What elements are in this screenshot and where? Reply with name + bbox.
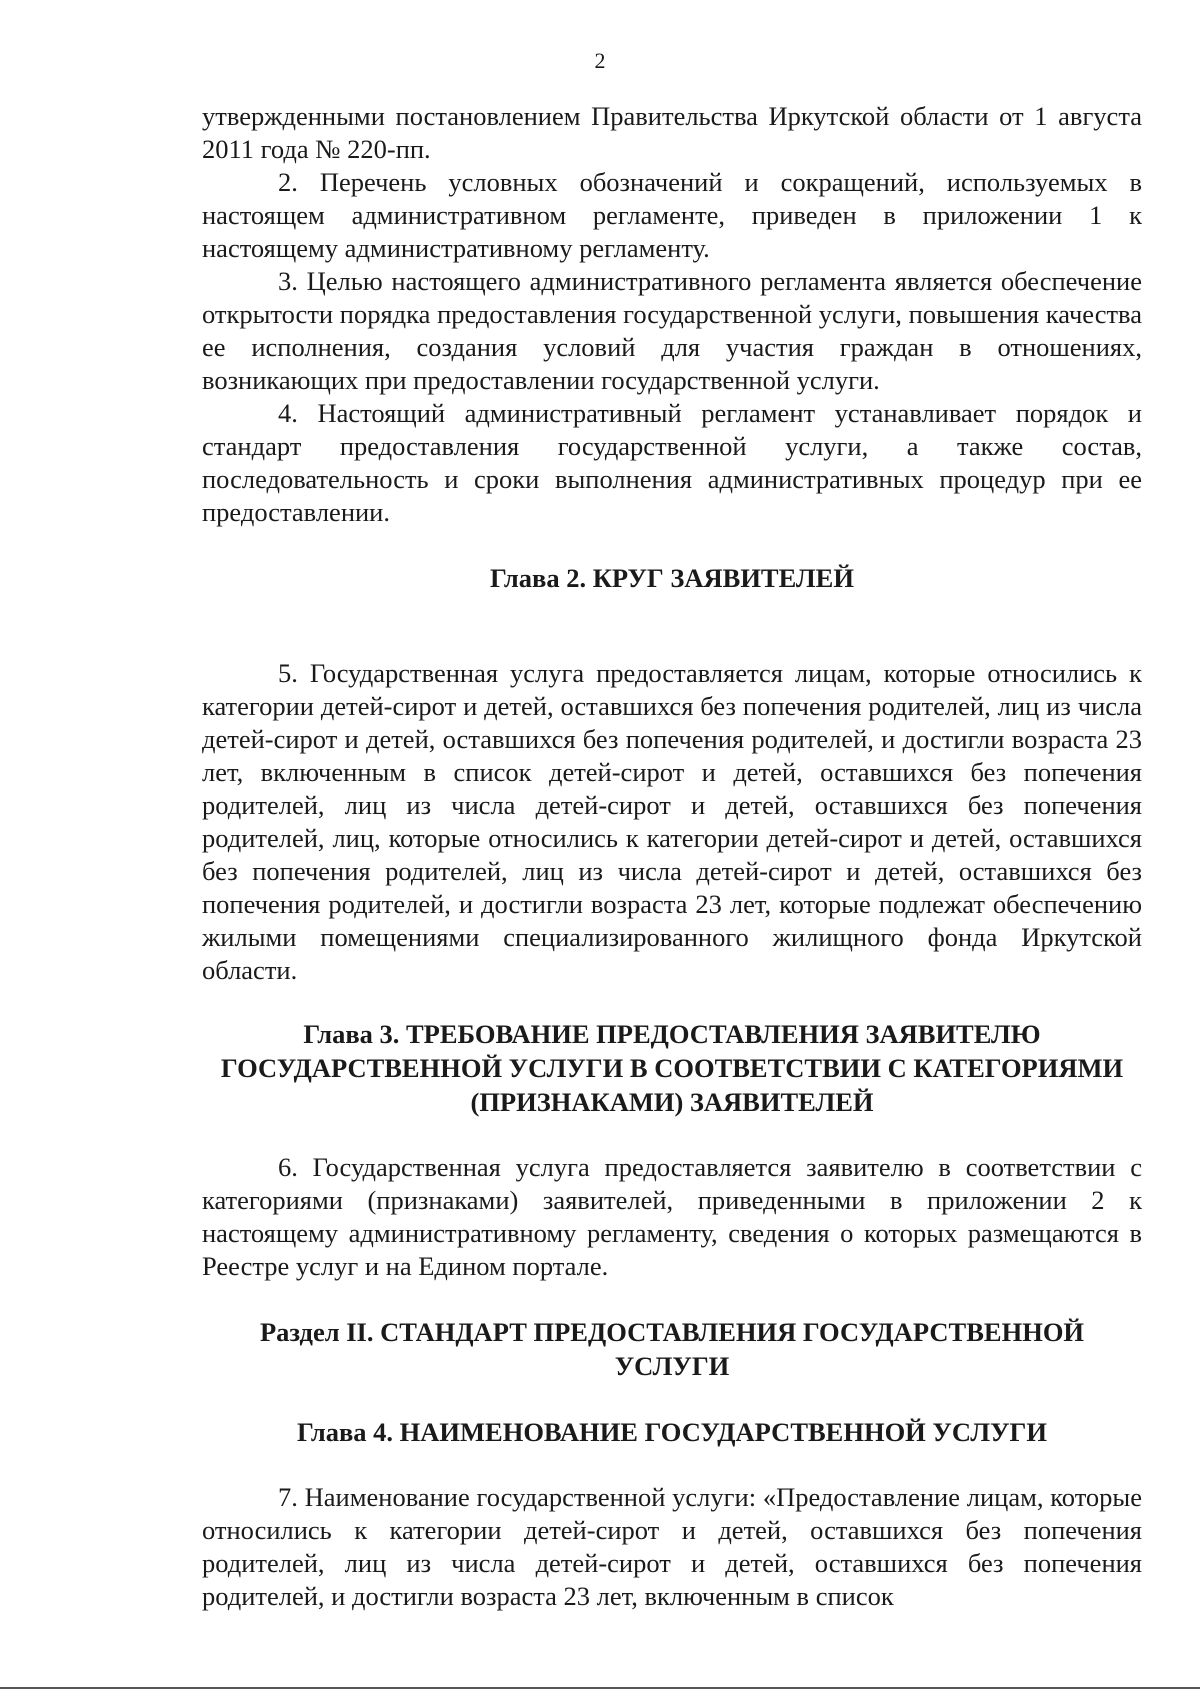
paragraph-7: 7. Наименование государственной услуги: «Предоставление лицам, которые относились к категории детей-сирот и детей, оставшихся без попечения родителей, лиц из числа детей-сирот и детей, оставшихся без попечения родителей, и достигли возраста 23 лет, включенным в список xyxy=(202,1482,1142,1611)
chapter-3-heading-line-2: ГОСУДАРСТВЕННОЙ УСЛУГИ В СООТВЕТСТВИИ С КАТЕГОРИЯМИ xyxy=(220,1053,1124,1083)
section-2-heading-line-1: Раздел II. СТАНДАРТ ПРЕДОСТАВЛЕНИЯ ГОСУДАРСТВЕННОЙ xyxy=(259,1317,1085,1347)
paragraph-continuation: утвержденными постановлением Правительства Иркутской области от 1 августа 2011 года № 220-пп. xyxy=(202,101,1142,164)
chapter-2-heading: Глава 2. КРУГ ЗАЯВИТЕЛЕЙ xyxy=(490,563,854,593)
page-number: 2 xyxy=(594,48,606,73)
chapter-3-heading xyxy=(202,1017,1142,1119)
bottom-edge-line xyxy=(0,1687,1200,1689)
chapter-3-heading-line-3: (ПРИЗНАКАМИ) ЗАЯВИТЕЛЕЙ xyxy=(470,1087,874,1117)
paragraph-4: 4. Настоящий административный регламент устанавливает порядок и стандарт предоставления государственной услуги, а также состав, последовательность и сроки выполнения административных процедур при ее предоставлении. xyxy=(202,398,1142,527)
document-body xyxy=(202,100,1142,1613)
section-2-heading-line-2: УСЛУГИ xyxy=(614,1351,730,1381)
paragraph-3: 3. Целью настоящего административного регламента является обеспечение открытости порядка предоставления государственной услуги, повышения качества ее исполнения, создания условий для участия граждан в отношениях, возникающих при предоставлении государственной услуги. xyxy=(202,266,1142,395)
paragraph-2: 2. Перечень условных обозначений и сокращений, используемых в настоящем административном регламенте, приведен в приложении 1 к настоящему административному регламенту. xyxy=(202,167,1142,263)
chapter-4-heading: Глава 4. НАИМЕНОВАНИЕ ГОСУДАРСТВЕННОЙ УСЛУГИ xyxy=(296,1417,1048,1447)
section-2-heading xyxy=(202,1315,1142,1383)
chapter-3-heading-line-1: Глава 3. ТРЕБОВАНИЕ ПРЕДОСТАВЛЕНИЯ ЗАЯВИТЕЛЮ xyxy=(303,1019,1041,1049)
paragraph-6: 6. Государственная услуга предоставляется заявителю в соответствии с категориями (признаками) заявителей, приведенными в приложении 2 к настоящему административному регламенту, сведения о которых размещаются в Реестре услуг и на Едином портале. xyxy=(202,1152,1142,1281)
paragraph-5: 5. Государственная услуга предоставляется лицам, которые относились к категории детей-сирот и детей, оставшихся без попечения родителей, лиц из числа детей-сирот и детей, оставшихся без попечения родителей, и достигли возраста 23 лет, включенным в список детей-сирот и детей, оставшихся без попечения родителей, лиц из числа детей-сирот и детей, оставшихся без попечения родителей, лиц, которые относились к категории детей-сирот и детей, оставшихся без попечения родителей, лиц из числа детей-сирот и детей, оставшихся без попечения родителей, и достигли возраста 23 лет, которые подлежат обеспечению жилыми помещениями специализированного жилищного фонда Иркутской области. xyxy=(202,658,1142,985)
